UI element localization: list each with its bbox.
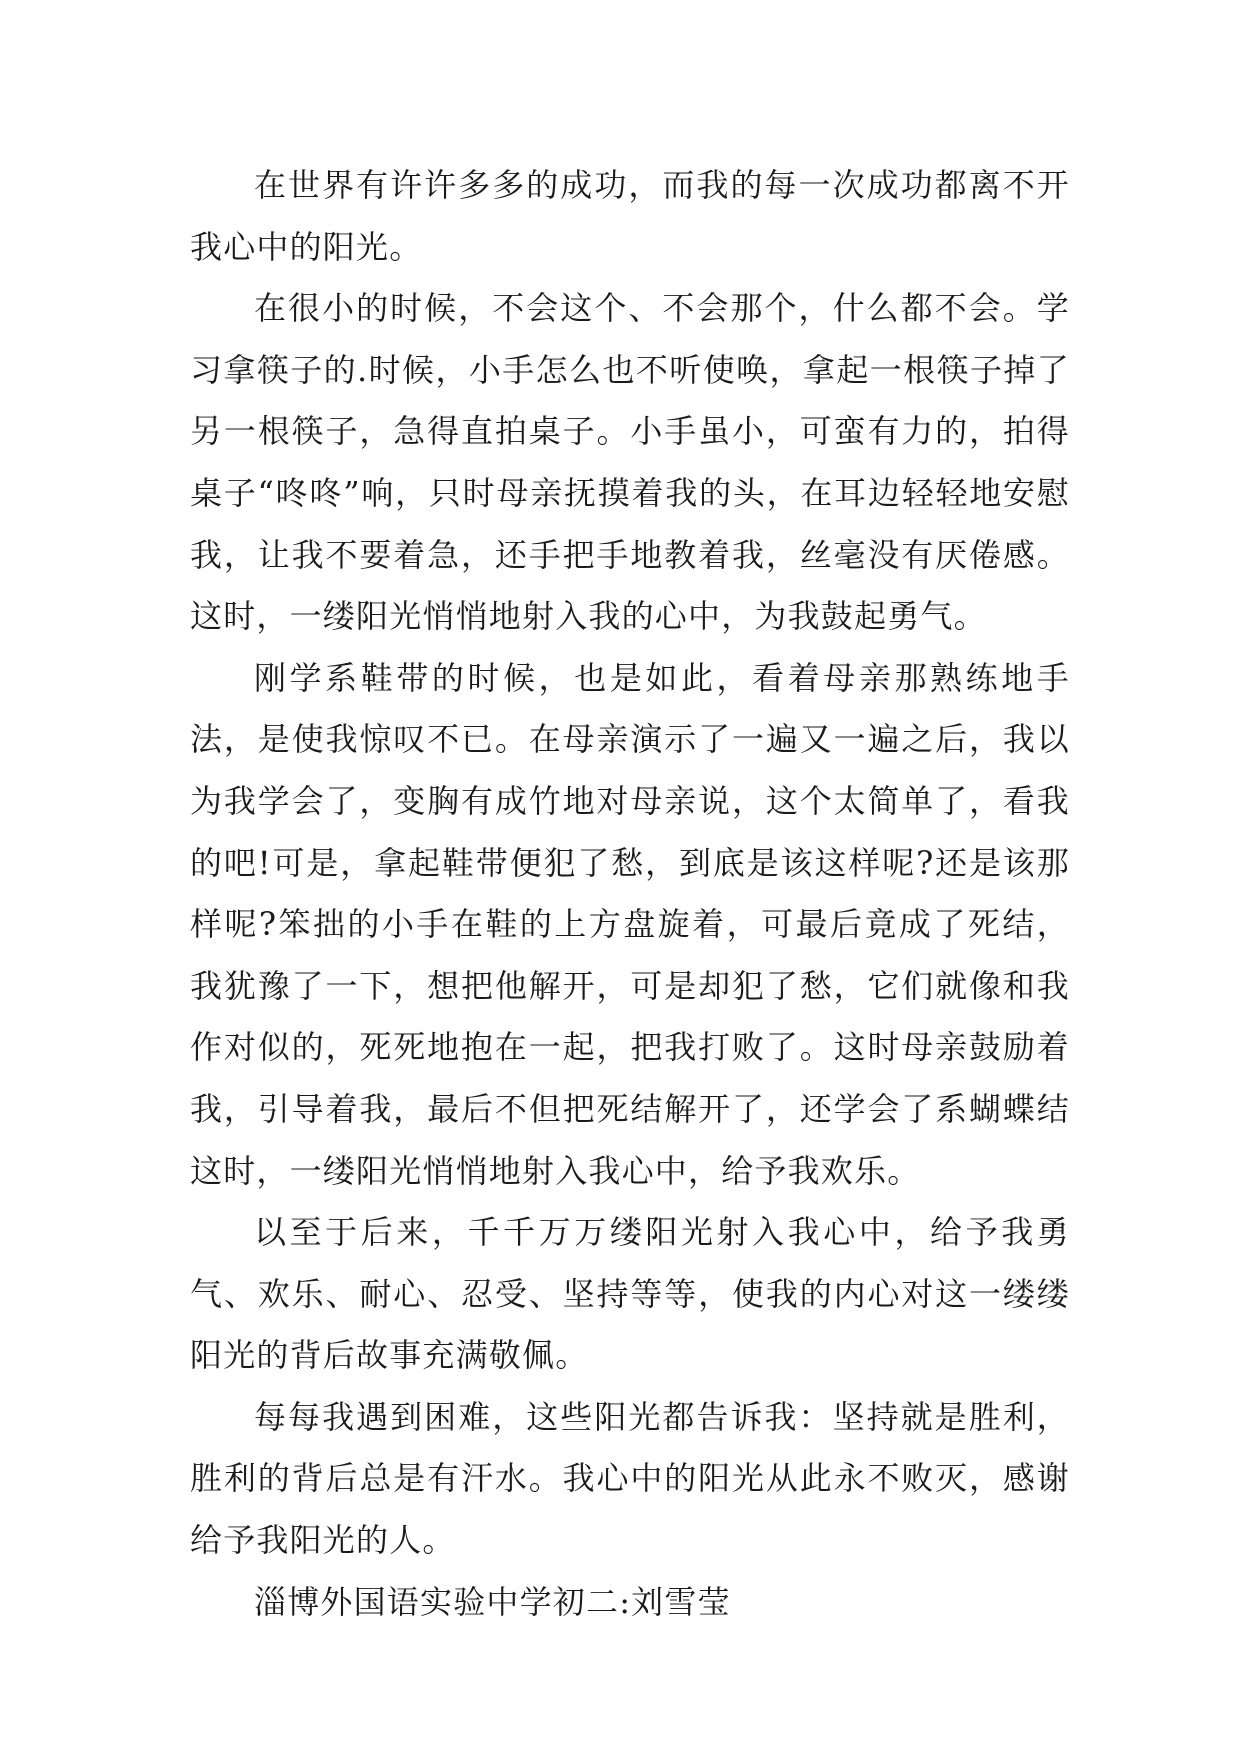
paragraph-5: 每每我遇到困难，这些阳光都告诉我：坚持就是胜利，胜利的背后总是有汗水。我心中的阳光从此永不败灭，感谢给予我阳光的人。 — [190, 1397, 1070, 1560]
essay-body — [190, 155, 1070, 1633]
paragraph-4: 以至于后来，千千万万缕阳光射入我心中，给予我勇气、欢乐、耐心、忍受、坚持等等，使我的内心对这一缕缕阳光的背后故事充满敬佩。 — [190, 1213, 1070, 1375]
paragraph-3: 刚学系鞋带的时候，也是如此，看着母亲那熟练地手法，是使我惊叹不已。在母亲演示了一遍又一遍之后，我以为我学会了，变胸有成竹地对母亲说，这个太简单了，看我的吧!可是，拿起鞋带便犯了愁，到底是该这样呢?还是该那样呢?笨拙的小手在鞋的上方盘旋着，可最后竟成了死结，我犹豫了一下，想把他解开，可是却犯了愁，它们就像和我作对似的，死死地抱在一起，把我打败了。这时母亲鼓励着我，引导着我，最后不但把死结解开了，还学会了系蝴蝶结这时，一缕阳光悄悄地射入我心中，给予我欢乐。 — [190, 658, 1070, 1190]
paragraph-1: 在世界有许许多多的成功，而我的每一次成功都离不开我心中的阳光。 — [190, 166, 1070, 266]
paragraph-2: 在很小的时候，不会这个、不会那个，什么都不会。学习拿筷子的.时候，小手怎么也不听使唤，拿起一根筷子掉了另一根筷子，急得直拍桌子。小手虽小，可蛮有力的，拍得桌子“咚咚”响，只时母亲抚摸着我的头，在耳边轻轻地安慰我，让我不要着急，还手把手地教着我，丝毫没有厌倦感。这时，一缕阳光悄悄地射入我的心中，为我鼓起勇气。 — [190, 289, 1070, 636]
author-signature: 淄博外国语实验中学初二:刘雪莹 — [254, 1582, 731, 1621]
